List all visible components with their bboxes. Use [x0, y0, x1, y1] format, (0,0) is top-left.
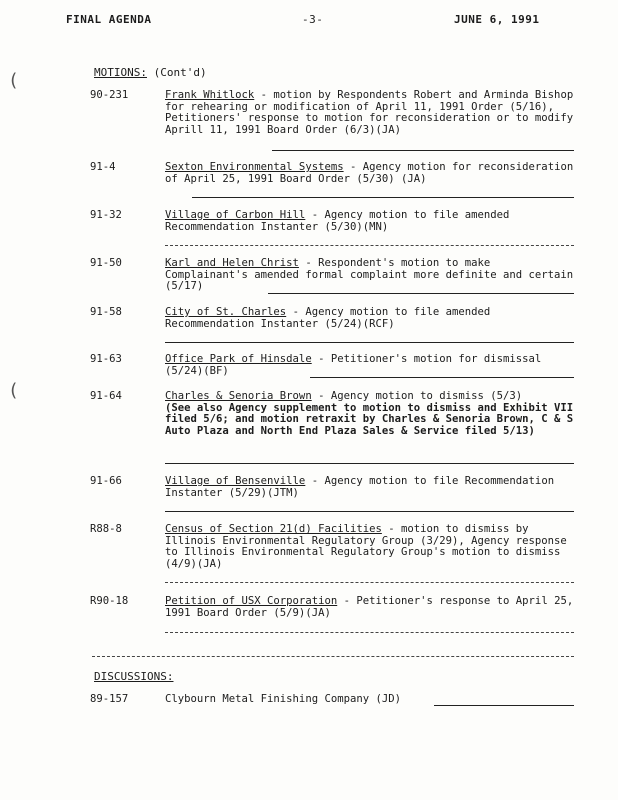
hole-punch-mark: (	[8, 70, 19, 91]
item-description	[165, 354, 575, 377]
item-text: - motion by Respondents Robert and Arminda Bishop for rehearing or modification of April 11, 1991 Order (5/16), Petitioners' response to motion for reconsideration or to modify Aprill 11, 1991 Board Order (6/3)(JA)	[165, 89, 574, 136]
item-description	[165, 162, 575, 185]
case-title: Office Park of Hinsdale	[165, 353, 312, 365]
case-title: Charles & Senoria Brown	[165, 390, 312, 402]
case-title: Karl and Helen Christ	[165, 257, 299, 269]
signature-line	[310, 377, 574, 378]
signature-line	[165, 511, 574, 512]
docket-number: 91-32	[90, 209, 122, 221]
signature-line	[165, 342, 574, 343]
discussions-section-heading	[94, 670, 173, 683]
signature-line	[165, 582, 574, 583]
case-title: Census of Section 21(d) Facilities	[165, 523, 382, 535]
item-text: Clybourn Metal Finishing Company (JD)	[165, 693, 401, 705]
signature-line	[165, 245, 574, 246]
hole-punch-mark: (	[8, 380, 19, 401]
item-text: - Agency motion to file Recommendation Instanter (5/29)(JTM)	[165, 475, 555, 499]
docket-number: 90-231	[90, 89, 129, 101]
signature-line	[268, 293, 574, 294]
item-description	[165, 210, 575, 233]
case-title: Village of Carbon Hill	[165, 209, 306, 221]
item-text: - Agency motion for reconsideration of April 25, 1991 Board Order (5/30) (JA)	[165, 161, 574, 185]
item-text: - Agency motion to dismiss (5/3)	[311, 390, 523, 402]
item-text: - Respondent's motion to make Complainant's amended formal complaint more definite and certain (5/17)	[165, 257, 574, 292]
item-text: - Petitioner's motion for dismissal (5/24)(BF)	[165, 353, 542, 377]
item-text: - Agency motion to file amended Recommendation Instanter (5/24)(RCF)	[165, 306, 491, 330]
item-text: - Petitioner's response to April 25, 1991 Board Order (5/9)(JA)	[165, 595, 574, 619]
item-description	[165, 90, 575, 136]
signature-line	[272, 150, 574, 151]
docket-number: 91-4	[90, 161, 116, 173]
docket-number: 91-58	[90, 306, 122, 318]
docket-number: 91-66	[90, 475, 122, 487]
page-number: -3-	[302, 13, 324, 26]
docket-number: 91-63	[90, 353, 122, 365]
signature-line	[165, 632, 574, 633]
item-text: - Agency motion to file amended Recommendation Instanter (5/30)(MN)	[165, 209, 510, 233]
item-note: (See also Agency supplement to motion to dismiss and Exhibit VII filed 5/6; and motion retraxit by Charles & Senoria Brown, C & S Auto Plaza and North End Plaza Sales & Service filed 5/13)	[165, 401, 574, 437]
signature-line	[434, 705, 574, 706]
item-description	[165, 476, 575, 499]
case-title: Frank Whitlock	[165, 89, 255, 101]
item-description	[165, 524, 575, 570]
docket-number: 89-157	[90, 693, 129, 705]
item-description	[165, 391, 575, 437]
header-title: FINAL AGENDA	[66, 13, 152, 26]
case-title: Sexton Environmental Systems	[165, 161, 344, 173]
signature-line	[192, 197, 574, 198]
item-description	[165, 307, 575, 330]
docket-number: 91-64	[90, 390, 122, 402]
case-title: Village of Bensenville	[165, 475, 306, 487]
item-text: - motion to dismiss by Illinois Environmental Regulatory Group (3/29), Agency response to Illinois Environmental Regulatory Group's motion to dismiss (4/9)(JA)	[165, 523, 567, 570]
section-divider	[92, 656, 574, 657]
docket-number: R90-18	[90, 595, 129, 607]
case-title: City of St. Charles	[165, 306, 287, 318]
item-description	[165, 596, 575, 619]
motions-section-heading	[94, 66, 207, 79]
item-description	[165, 258, 575, 293]
case-title: Petition of USX Corporation	[165, 595, 338, 607]
motions-contd: (Cont'd)	[153, 66, 207, 79]
item-description	[165, 694, 575, 706]
docket-number: 91-50	[90, 257, 122, 269]
docket-number: R88-8	[90, 523, 122, 535]
discussions-heading: DISCUSSIONS:	[94, 670, 174, 683]
signature-line	[165, 463, 574, 464]
motions-heading: MOTIONS:	[94, 66, 147, 79]
header-date: JUNE 6, 1991	[454, 13, 540, 26]
